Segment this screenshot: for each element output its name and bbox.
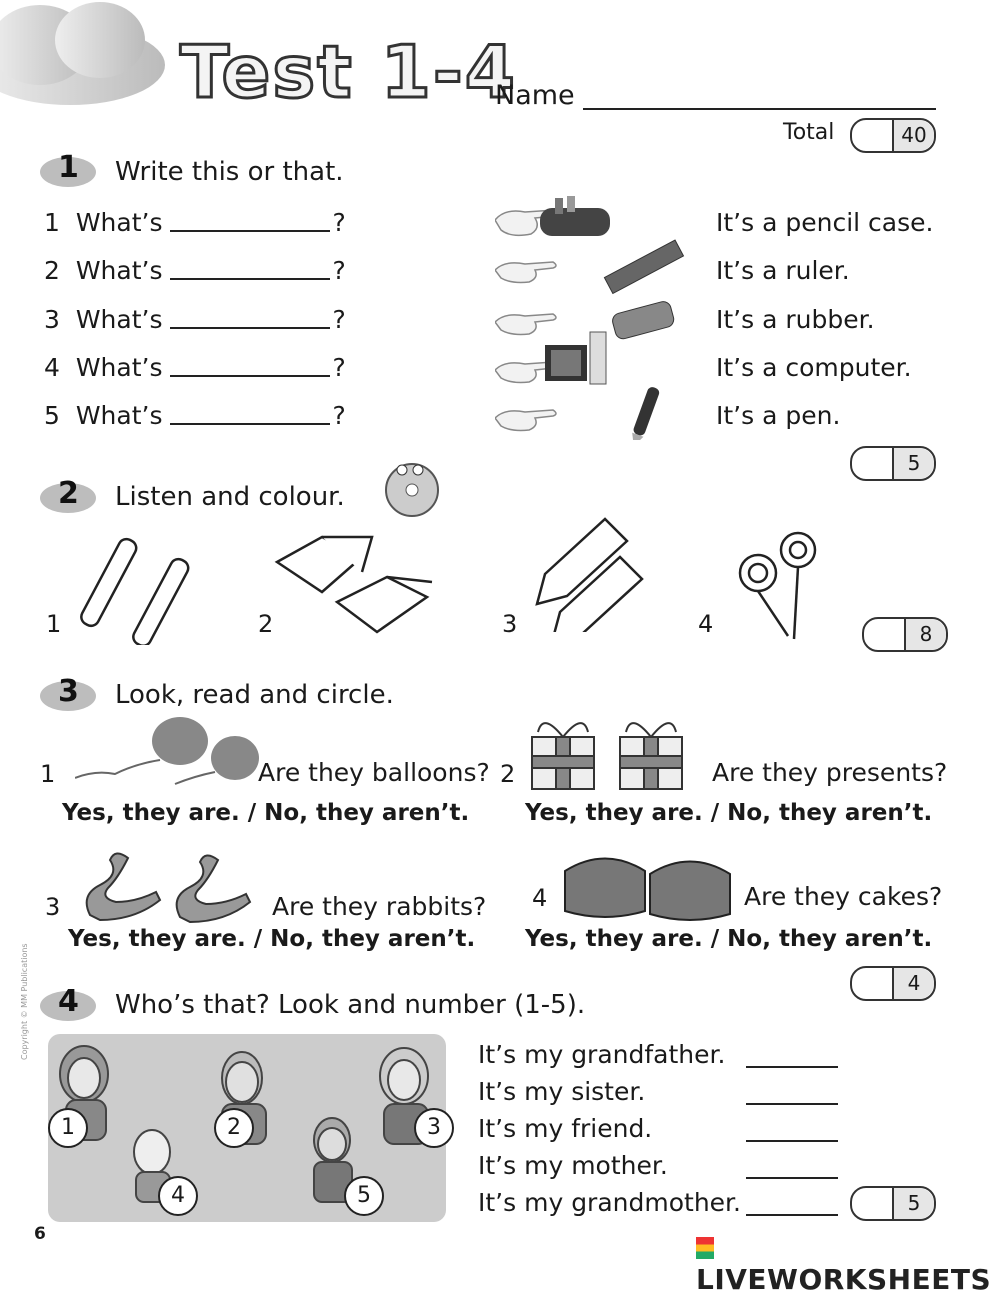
s2-item-1: 1 xyxy=(46,610,62,638)
s3-score-box[interactable] xyxy=(850,966,936,1001)
question-prompt: What’s xyxy=(75,401,163,430)
page-number: 6 xyxy=(34,1224,46,1244)
cd-icon xyxy=(382,458,442,518)
name-field[interactable] xyxy=(583,108,936,110)
books-icon xyxy=(272,532,442,644)
total-label: Total xyxy=(783,120,835,145)
total-score-box[interactable] xyxy=(850,118,936,153)
answer-blank[interactable] xyxy=(170,373,330,377)
picture-number-1: 1 xyxy=(48,1108,88,1148)
s3-item-1-question: Are they balloons? xyxy=(258,758,490,787)
section-3-title: Look, read and circle. xyxy=(115,680,394,710)
answer-blank[interactable] xyxy=(170,276,330,280)
question-prompt: What’s xyxy=(75,353,163,382)
s1-score-box[interactable] xyxy=(850,446,936,481)
section-4-number: 4 xyxy=(58,984,79,1019)
balloons-icon xyxy=(75,716,260,786)
s4-answer-blank-1[interactable] xyxy=(746,1066,838,1068)
s4-sentence-3: It’s my friend. xyxy=(478,1114,653,1143)
s4-answer-blank-2[interactable] xyxy=(746,1103,838,1105)
picture-number-5: 5 xyxy=(344,1176,384,1216)
liveworksheets-brand xyxy=(696,1230,1000,1296)
section-1-title-text: Write this or that. xyxy=(115,157,344,187)
section-2-title: Listen and colour. xyxy=(115,482,345,512)
name-label: Name xyxy=(495,80,575,111)
question-mark: ? xyxy=(332,353,346,382)
copyright-text: Copyright © MM Publications xyxy=(20,943,29,1060)
s1-score-value: 5 xyxy=(892,448,934,479)
s2-item-3: 3 xyxy=(502,610,518,638)
pencil-case-icon xyxy=(540,196,610,236)
question-mark: ? xyxy=(332,256,346,285)
question-prompt: What’s xyxy=(75,208,163,237)
s1-pictures xyxy=(495,190,695,440)
question-prompt: What’s xyxy=(75,256,163,285)
s4-answer-blank-5[interactable] xyxy=(746,1214,838,1216)
lollipops-icon xyxy=(730,528,830,640)
s3-item-4-question: Are they cakes? xyxy=(744,882,943,911)
s3-item-2-options[interactable]: Yes, they are. / No, they aren’t. xyxy=(525,800,933,826)
question-number: 5 xyxy=(44,401,60,430)
pens-icon xyxy=(70,530,200,645)
s3-item-4-number: 4 xyxy=(532,884,548,912)
s4-sentence-4: It’s my mother. xyxy=(478,1151,668,1180)
pointing-hand-icon xyxy=(495,210,558,431)
section-1-number: 1 xyxy=(58,150,79,185)
snakes-icon xyxy=(70,845,270,925)
s1-question-5 xyxy=(44,401,346,430)
s4-answer-blank-4[interactable] xyxy=(746,1177,838,1179)
s4-sentence-1: It’s my grandfather. xyxy=(478,1040,726,1069)
question-prompt: What’s xyxy=(75,305,163,334)
s1-question-3 xyxy=(44,305,346,334)
s3-item-3-question: Are they rabbits? xyxy=(272,892,487,921)
total-score-value: 40 xyxy=(892,120,934,151)
question-mark: ? xyxy=(332,305,346,334)
s4-sentence-2: It’s my sister. xyxy=(478,1077,646,1106)
computer-icon xyxy=(545,332,606,384)
s1-question-2 xyxy=(44,256,346,285)
s3-item-3-number: 3 xyxy=(45,893,61,921)
section-4-title: Who’s that? Look and number (1-5). xyxy=(115,990,586,1020)
picture-number-2: 2 xyxy=(214,1108,254,1148)
s3-item-4-options[interactable]: Yes, they are. / No, they aren’t. xyxy=(525,926,933,952)
bags-icon xyxy=(555,846,745,922)
brand-logo-icon xyxy=(696,1237,714,1259)
s1-question-4 xyxy=(44,353,346,382)
s3-item-3-options[interactable]: Yes, they are. / No, they aren’t. xyxy=(68,926,476,952)
s4-answer-blank-3[interactable] xyxy=(746,1140,838,1142)
s1-answer-1: It’s a pencil case. xyxy=(716,208,934,237)
s2-item-4: 4 xyxy=(698,610,714,638)
s1-answer-3: It’s a rubber. xyxy=(716,305,875,334)
section-3-number: 3 xyxy=(58,674,79,709)
pen-icon xyxy=(628,386,660,440)
s1-answer-5: It’s a pen. xyxy=(716,401,841,430)
s1-question-1 xyxy=(44,208,346,237)
question-mark: ? xyxy=(332,401,346,430)
presents-icon xyxy=(528,712,688,792)
s4-score-box[interactable] xyxy=(850,1186,936,1221)
question-number: 4 xyxy=(44,353,60,382)
picture-number-3: 3 xyxy=(414,1108,454,1148)
question-number: 3 xyxy=(44,305,60,334)
answer-blank[interactable] xyxy=(170,421,330,425)
question-number: 1 xyxy=(44,208,60,237)
s4-sentence-5: It’s my grandmother. xyxy=(478,1188,741,1217)
s3-item-1-number: 1 xyxy=(40,760,56,788)
cloud-decoration-icon xyxy=(0,0,180,110)
page-title: Test 1-4 xyxy=(180,30,517,114)
answer-blank[interactable] xyxy=(170,325,330,329)
rubber-icon xyxy=(611,300,676,341)
section-1-title xyxy=(115,157,344,187)
s2-score-box[interactable] xyxy=(862,617,948,652)
s1-answer-4: It’s a computer. xyxy=(716,353,912,382)
s3-score-value: 4 xyxy=(892,968,934,999)
picture-number-4: 4 xyxy=(158,1176,198,1216)
s2-item-2: 2 xyxy=(258,610,274,638)
question-mark: ? xyxy=(332,208,346,237)
ruler-icon xyxy=(604,240,683,293)
answer-blank[interactable] xyxy=(170,228,330,232)
s3-item-2-number: 2 xyxy=(500,760,516,788)
s3-item-1-options[interactable]: Yes, they are. / No, they aren’t. xyxy=(62,800,470,826)
s3-item-2-question: Are they presents? xyxy=(712,758,948,787)
s4-score-value: 5 xyxy=(892,1188,934,1219)
s1-answer-2: It’s a ruler. xyxy=(716,256,850,285)
question-number: 2 xyxy=(44,256,60,285)
brand-text: LIVEWORKSHEETS xyxy=(696,1263,992,1296)
pencils-icon xyxy=(530,512,660,632)
s2-score-value: 8 xyxy=(904,619,946,650)
section-2-number: 2 xyxy=(58,476,79,511)
